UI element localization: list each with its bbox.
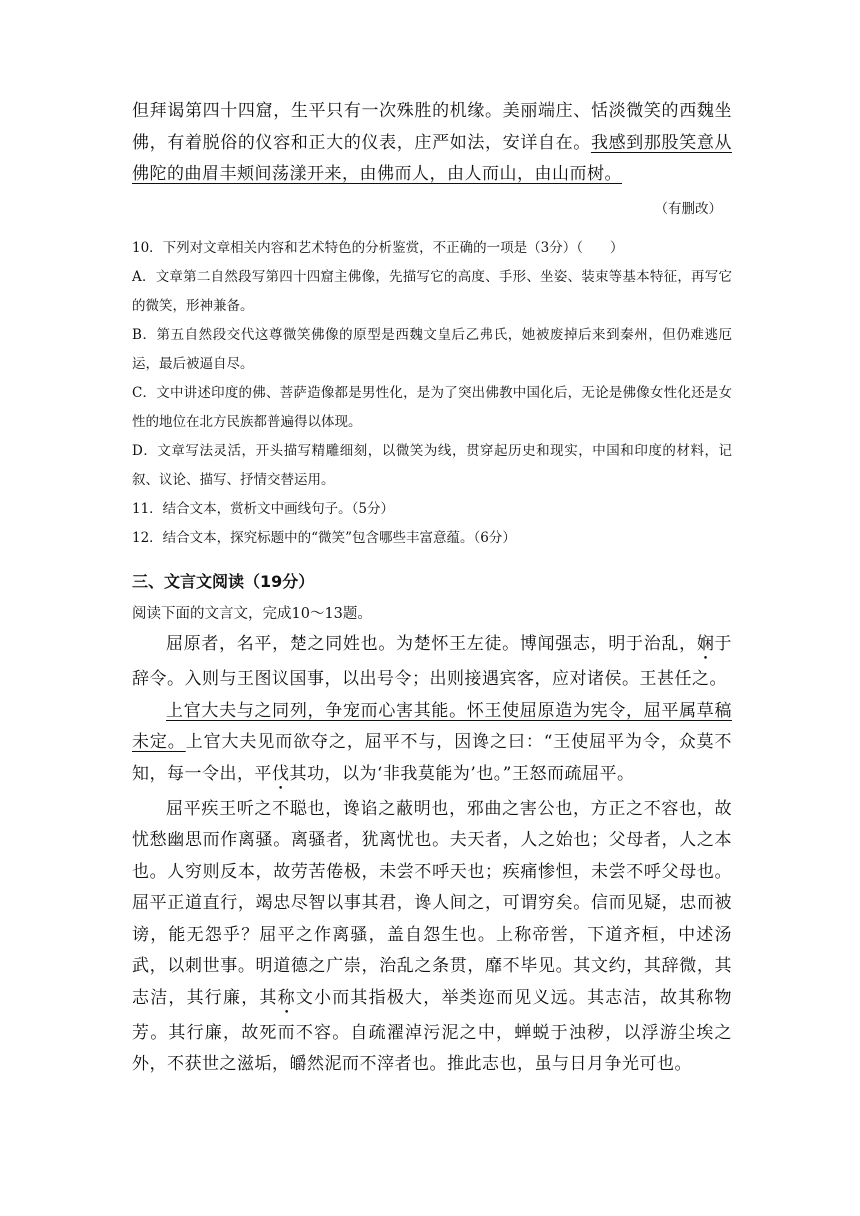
question-11: 11．结合文本，赏析文中画线句子。（5分） bbox=[132, 501, 395, 517]
passage-paragraph bbox=[132, 96, 732, 191]
option-b: B．第五自然段交代这尊微笑佛像的原型是西魏文皇后乙弗氏，她被废掉后来到秦州，但仍难逃厄运，最后被逼自尽。 bbox=[132, 327, 732, 372]
classical-paragraph-3 bbox=[132, 794, 732, 1081]
p2-text-a: 上官大夫见而欲夺之，屈平不与，因谗之曰：“王使屈平为令，众莫不知，每一令出，平 bbox=[132, 732, 732, 784]
underlined-sentence: 我感到那股笑意从佛陀的曲眉丰颊间荡漾开来，由佛而人，由人而山，由山而树。 bbox=[132, 132, 733, 184]
p1-dotted-char: 娴 bbox=[696, 634, 715, 654]
section-heading: 三、文言文阅读（19分） bbox=[132, 572, 315, 591]
option-a: A．文章第二自然段写第四十四窟主佛像，先描写它的高度、手形、坐姿、装束等基本特征，再写它的微笑，形神兼备。 bbox=[132, 269, 732, 314]
section-instruction: 阅读下面的文言文，完成10～13题。 bbox=[132, 606, 372, 622]
p3-text-b: 文小而其指极大，举类迩而见义远。其志洁，故其称物芳。其行廉，故死而不容。自疏濯淖污泥之中，蝉蜕于浊秽，以浮游尘埃之外，不获世之滋垢，皭然泥而不滓者也。推此志也，虽与日月争光可也。 bbox=[132, 987, 732, 1074]
p2-underlined: 上官大夫与之同列，争宠而心害其能。怀王使屈原造为宪令，屈平属草稿未定。 bbox=[132, 700, 732, 752]
passage-text: 但拜谒第四十四窟，生平只有一次殊胜的机缘。美丽端庄、恬淡微笑的西魏坐佛，有着脱俗的仪容和正大的仪表，庄严如法，安详自在。 bbox=[132, 101, 732, 153]
p1-text-a: 屈原者，名平，楚之同姓也。为楚怀王左徒。博闻强志，明于治乱， bbox=[166, 634, 697, 654]
p2-text-b: 其功，以为‘非我莫能为’也。”王怒而疏屈平。 bbox=[289, 763, 635, 784]
classical-paragraph-2 bbox=[132, 696, 732, 794]
question-12: 12．结合文本，探究标题中的“微笑”包含哪些丰富意蕴。（6分） bbox=[132, 530, 516, 546]
p3-dotted-char: 称 bbox=[277, 987, 296, 1008]
source-note: （有删改） bbox=[654, 200, 722, 217]
section-3 bbox=[132, 563, 732, 1081]
p3-text-a: 屈平疾王听之不聪也，谗谄之蔽明也，邪曲之害公也，方正之不容也，故忧愁幽思而作离骚。离骚者，犹离忧也。夫天者，人之始也；父母者，人之本也。人穷则反本，故劳苦倦极，未尝不呼天也；疾痛惨怛，未尝不呼父母也。屈平正道直行，竭忠尽智以事其君，谗人间之，可谓穷矣。信而见疑，忠而被谤，能无怨乎？屈平之作离骚，盖自怨生也。上称帝喾，下道齐桓，中述汤武，以刺世事。明道德之广崇，治乱之条贯，靡不毕见。其文约，其辞微，其志洁，其行廉，其 bbox=[132, 798, 732, 1008]
option-d: D．文章写法灵活，开头描写精雕细刻，以微笑为线，贯穿起历史和现实，中国和印度的材料，记叙、议论、描写、抒情交替运用。 bbox=[132, 443, 732, 488]
p1-text-b: 于辞令。入则与王图议国事，以出号令；出则接遇宾客，应对诸侯。王甚任之。 bbox=[132, 634, 733, 689]
passage-end bbox=[132, 96, 732, 224]
question-10: 10．下列对文章相关内容和艺术特色的分析鉴赏，不正确的一项是（3分）（ ） bbox=[132, 240, 624, 256]
classical-paragraph-1 bbox=[132, 629, 732, 696]
p2-dotted-char: 伐 bbox=[272, 763, 290, 784]
option-c: C．文中讲述印度的佛、菩萨造像都是男性化，是为了突出佛教中国化后，无论是佛像女性化还是女性的地位在北方民族都普遍得以体现。 bbox=[132, 385, 732, 430]
questions bbox=[132, 234, 732, 553]
